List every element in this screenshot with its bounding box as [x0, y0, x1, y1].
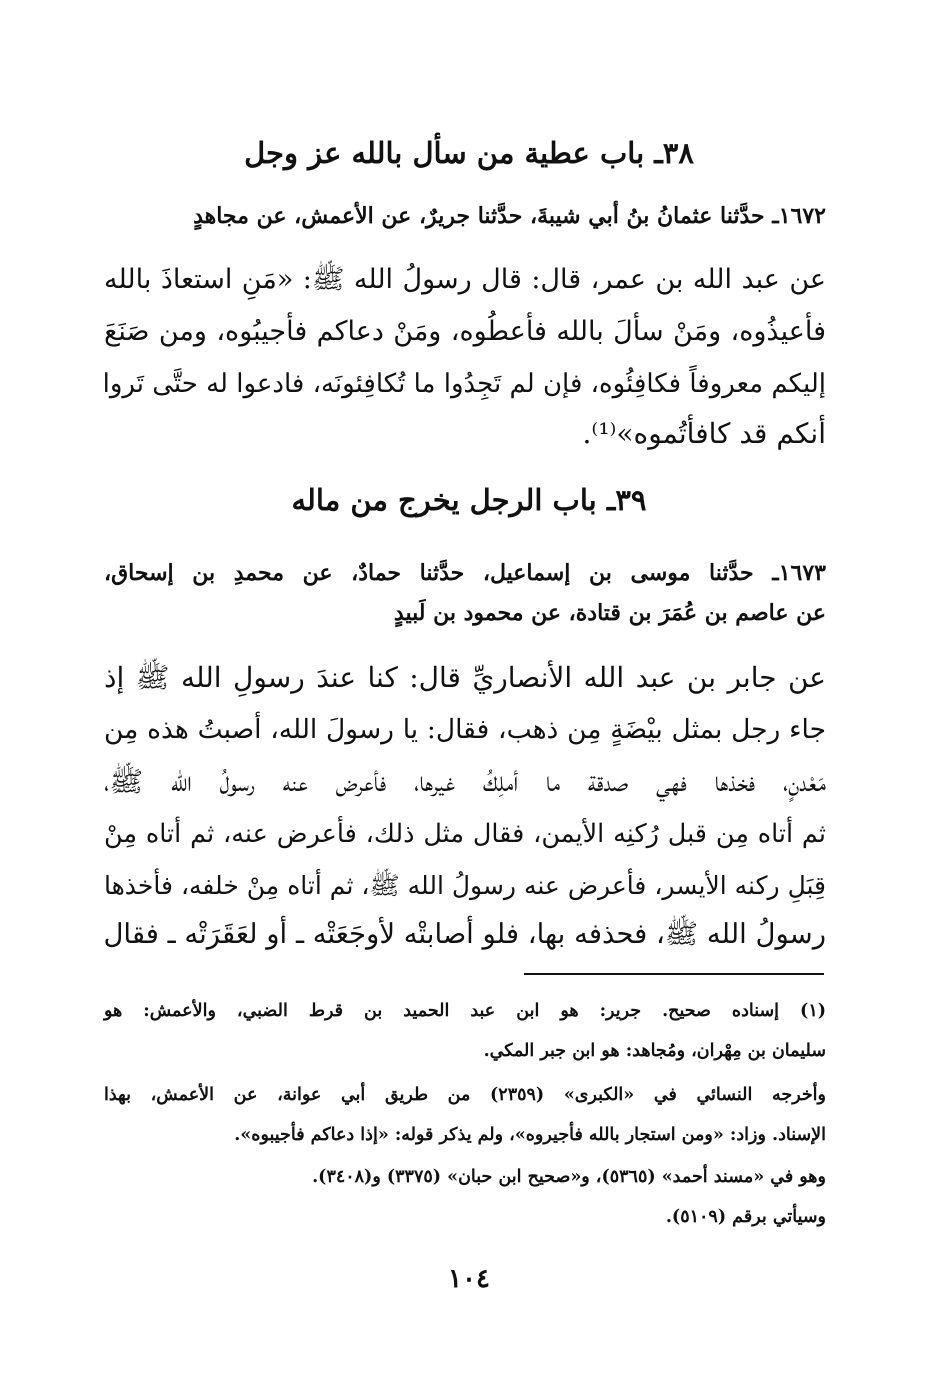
footnote-line: وأخرجه النسائي في «الكبرى» (٢٣٥٩) من طريق أبي عوانة، عن الأعمش، بهذا [104, 1085, 826, 1105]
chapter-heading-39: ٣٩ـ باب الرجل يخرج من ماله [291, 483, 647, 517]
footnote-line: وسيأتي برقم (٥١٠٩). [665, 1207, 826, 1227]
footnote-line: وهو في «مسند أحمد» (٥٣٦٥)، و«صحيح ابن حبان» (٣٣٧٥) و(٣٤٠٨). [312, 1167, 826, 1187]
matn-line: جاء رجل بمثل بيْضَةٍ مِن ذهب، فقال: يا رسولَ الله، أصبتُ هذه مِن [104, 714, 826, 745]
isnad-line: ١٦٧٣ـ حدَّثنا موسى بن إسماعيل، حدَّثنا حمادٌ، عن محمدِ بن إسحاق، [104, 560, 826, 586]
isnad-line: عن عاصم بن عُمَرَ بن قتادة، عن محمود بن لَبيدٍ [393, 600, 826, 626]
footnote-line: (١) إسناده صحيح. جرير: هو ابن عبد الحميد بن قرط الضبي، والأعمش: هو [104, 1001, 826, 1021]
footnote-line: الإسناد. وزاد: «ومن استجار بالله فأجيروه»، ولم يذكر قوله: «إذا دعاكم فأجيبوه». [234, 1125, 826, 1145]
matn-line: عن جابر بن عبد الله الأنصاريِّ قال: كنا عندَ رسولِ الله ﷺ إذ [104, 661, 826, 694]
matn-line: عن عبد الله بن عمر، قال: قال رسولُ الله ﷺ: «مَنِ استعاذَ بالله [104, 264, 826, 295]
footnote-separator [524, 973, 824, 975]
matn-line: مَعْدنٍ، فخذها فهي صدقة ما أملِكُ غيرها، فأعرض عنه رسولُ الله ﷺ، [104, 765, 826, 798]
matn-line: إليكم معروفاً فكافِئُوه، فإن لم تَجِدُوا ما تُكافِئونَه، فادعوا له حتَّى تَروا [102, 369, 826, 399]
matn-line: فأعيذُوه، ومَنْ سألَ بالله فأعطُوه، ومَنْ دعاكم فأجيبُوه، ومن صَنَعَ [104, 316, 826, 347]
chapter-heading-38: ٣٨ـ باب عطية من سأل بالله عز وجل [244, 136, 694, 170]
matn-line: قِبَلِ ركنه الأيسر، فأعرض عنه رسولُ الله ﷺ، ثم أتاه مِنْ خلفه، فأخذها [104, 871, 826, 900]
isnad-line: ١٦٧٢ـ حدَّثنا عثمانُ بنُ أبي شيبةَ، حدَّثنا جريرٌ، عن الأعمش، عن مجاهدٍ [193, 203, 826, 229]
matn-line: ثم أتاه مِن قبل رُكنِه الأيمن، فقال مثل ذلك، فأعرض عنه، ثم أتاه مِنْ [104, 819, 826, 849]
matn-line: أنكم قد كافأتُموه»⁽¹⁾. [582, 417, 826, 450]
page-number: ١٠٤ [448, 1264, 490, 1294]
footnote-line: سليمان بن مِهْران، ومُجاهد: هو ابن جبر المكي. [483, 1041, 826, 1061]
matn-line: رسولُ الله ﷺ، فحذفه بها، فلو أصابتْه لأوجَعَتْه ـ أو لعَقَرَتْه ـ فقال [103, 918, 826, 950]
